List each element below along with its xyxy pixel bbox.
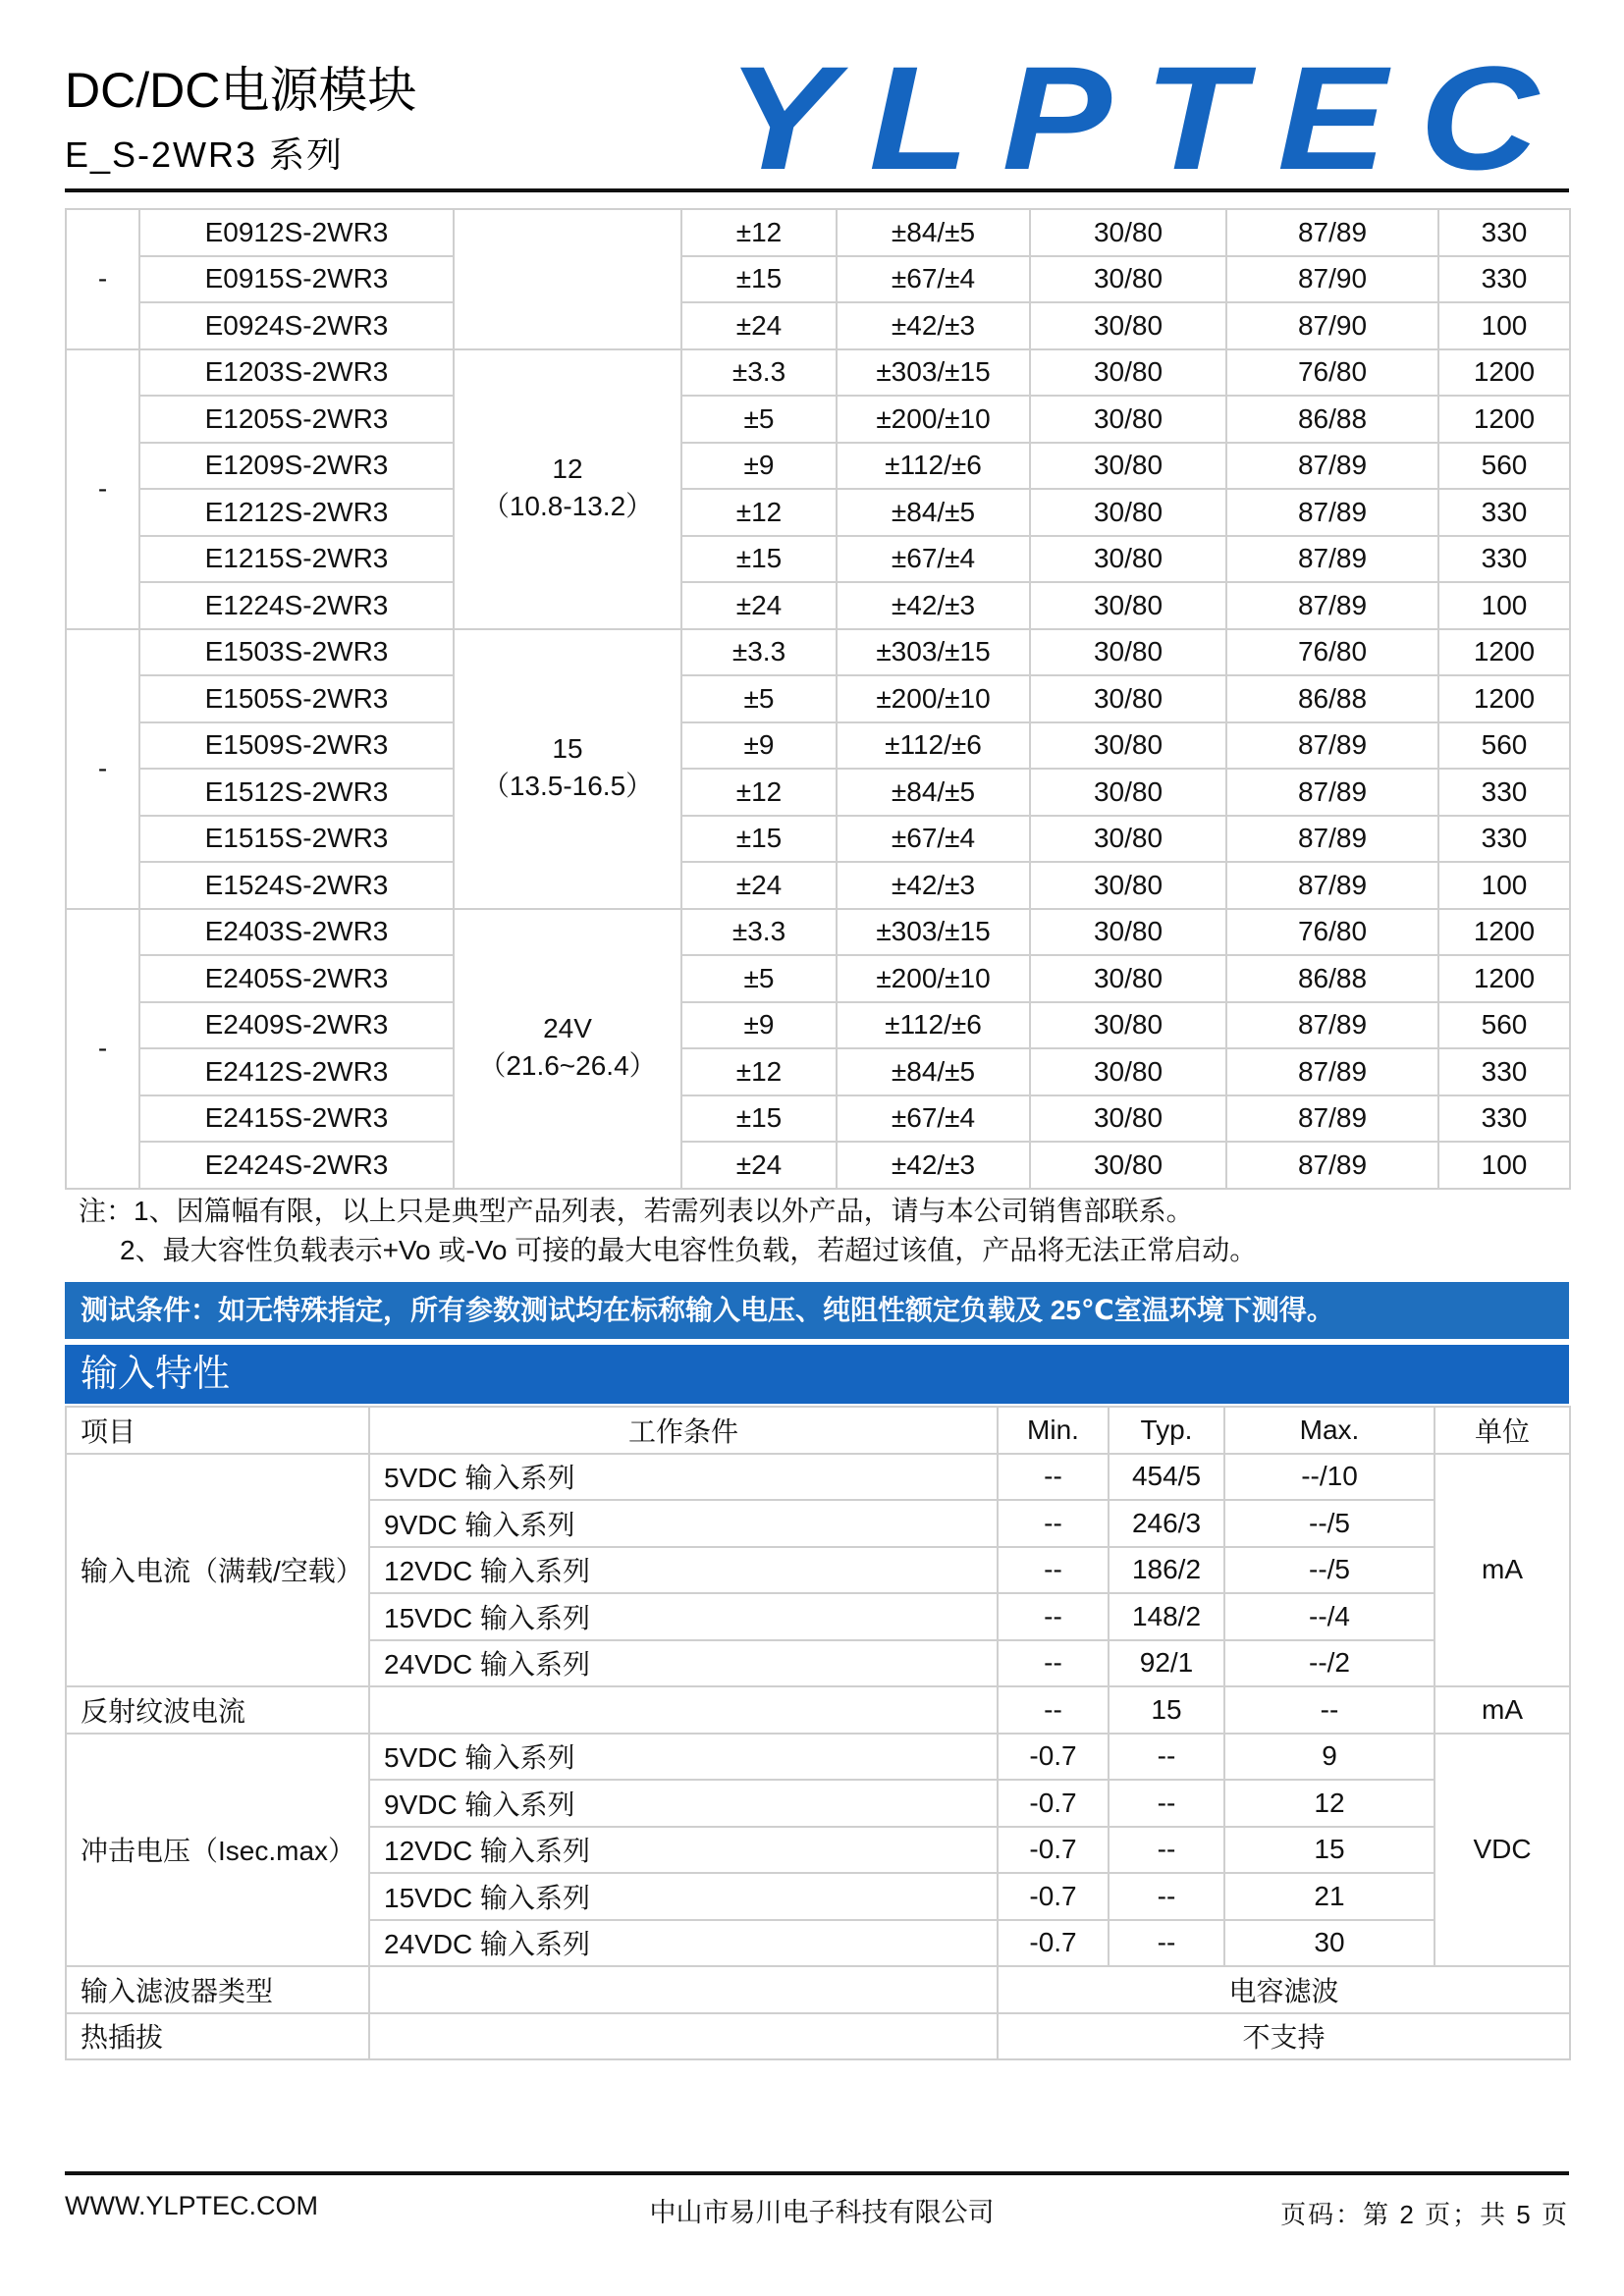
product-row [66,1095,1570,1143]
product-row [66,909,1570,956]
output-voltage-cell: ±24 [681,1142,837,1189]
output-voltage-cell: ±9 [681,722,837,770]
efficiency-cell: 87/89 [1226,582,1438,629]
product-row [66,396,1570,443]
output-current-cell: ±42/±3 [837,582,1030,629]
max-capacitive-load-cell: 100 [1438,862,1570,909]
max-capacitive-load-cell: 560 [1438,1002,1570,1049]
input-table-header-row [66,1407,1570,1454]
max-cell: -- [1224,1686,1435,1734]
model-cell: E0915S-2WR3 [139,256,454,303]
header-condition: 工作条件 [369,1407,998,1454]
ripple-cell: 30/80 [1030,629,1226,676]
filter-type-value: 电容滤波 [998,1966,1570,2013]
max-cell: --/5 [1224,1547,1435,1594]
efficiency-cell: 87/90 [1226,256,1438,303]
output-current-cell: ±112/±6 [837,1002,1030,1049]
product-row [66,862,1570,909]
product-row [66,1002,1570,1049]
output-current-cell: ±112/±6 [837,443,1030,490]
ripple-cell: 30/80 [1030,396,1226,443]
ripple-cell: 30/80 [1030,1002,1226,1049]
efficiency-cell: 86/88 [1226,675,1438,722]
output-voltage-cell: ±5 [681,955,837,1002]
output-current-cell: ±84/±5 [837,209,1030,256]
output-voltage-cell: ±12 [681,1048,837,1095]
output-voltage-cell: ±9 [681,443,837,490]
max-capacitive-load-cell: 330 [1438,1095,1570,1143]
max-capacitive-load-cell: 1200 [1438,396,1570,443]
output-voltage-cell: ±24 [681,862,837,909]
output-current-cell: ±303/±15 [837,909,1030,956]
filter-type-label: 输入滤波器类型 [66,1966,369,2013]
min-cell: -0.7 [998,1734,1109,1781]
max-capacitive-load-cell: 1200 [1438,909,1570,956]
input-voltage-range: （13.5-16.5） [481,771,654,801]
efficiency-cell: 87/89 [1226,722,1438,770]
output-voltage-cell: ±24 [681,302,837,349]
ripple-cell: 30/80 [1030,209,1226,256]
model-cell: E0912S-2WR3 [139,209,454,256]
ripple-cell: 30/80 [1030,909,1226,956]
output-voltage-cell: ±15 [681,256,837,303]
ripple-cell: 30/80 [1030,302,1226,349]
condition-cell [369,1686,998,1734]
max-capacitive-load-cell: 330 [1438,536,1570,583]
output-current-cell: ±42/±3 [837,302,1030,349]
ripple-cell: 30/80 [1030,955,1226,1002]
input-current-label: 输入电流（满载/空载） [66,1454,369,1687]
ripple-current-label: 反射纹波电流 [66,1686,369,1734]
efficiency-cell: 87/89 [1226,1048,1438,1095]
surge-voltage-row [66,1734,1570,1781]
series-subtitle: E_S-2WR3 系列 [65,134,345,175]
efficiency-cell: 86/88 [1226,396,1438,443]
efficiency-cell: 87/89 [1226,1095,1438,1143]
input-current-row [66,1454,1570,1501]
condition-cell: 15VDC 输入系列 [369,1593,998,1640]
model-cell: E1515S-2WR3 [139,816,454,863]
input-voltage-range: （21.6~26.4） [478,1050,657,1081]
ripple-cell: 30/80 [1030,1142,1226,1189]
output-voltage-cell: ±9 [681,1002,837,1049]
ripple-cell: 30/80 [1030,675,1226,722]
product-row [66,349,1570,397]
model-cell: E1505S-2WR3 [139,675,454,722]
min-cell: -- [998,1547,1109,1594]
efficiency-cell: 87/89 [1226,489,1438,536]
footer-company: 中山市易川电子科技有限公司 [649,2198,995,2227]
output-voltage-cell: ±3.3 [681,349,837,397]
efficiency-cell: 87/89 [1226,1002,1438,1049]
nominal-input-voltage: 12 [552,454,583,484]
footer-rule [65,2171,1569,2175]
filter-type-row [66,1966,1570,2013]
min-cell: -0.7 [998,1827,1109,1874]
max-capacitive-load-cell: 330 [1438,256,1570,303]
output-current-cell: ±67/±4 [837,256,1030,303]
output-current-cell: ±67/±4 [837,536,1030,583]
max-capacitive-load-cell: 330 [1438,816,1570,863]
header-item: 项目 [66,1407,369,1454]
test-conditions-bar: 测试条件：如无特殊指定，所有参数测试均在标称输入电压、纯阻性额定负载及 25℃室温环境下测得。 [65,1282,1569,1339]
output-current-cell: ±200/±10 [837,675,1030,722]
document-title: DC/DC电源模块 [65,63,417,118]
product-row [66,536,1570,583]
max-cell: 30 [1224,1920,1435,1967]
typ-cell: -- [1109,1920,1224,1967]
typ-cell: -- [1109,1873,1224,1920]
model-cell: E1203S-2WR3 [139,349,454,397]
efficiency-cell: 87/89 [1226,862,1438,909]
typ-cell: -- [1109,1780,1224,1827]
condition-cell: 9VDC 输入系列 [369,1780,998,1827]
efficiency-cell: 86/88 [1226,955,1438,1002]
footer-page-number: 页码：第 2 页；共 5 页 [1280,2200,1569,2229]
condition-cell: 5VDC 输入系列 [369,1454,998,1501]
output-current-cell: ±200/±10 [837,955,1030,1002]
product-row [66,1142,1570,1189]
efficiency-cell: 87/89 [1226,536,1438,583]
max-capacitive-load-cell: 1200 [1438,349,1570,397]
ripple-cell: 30/80 [1030,1048,1226,1095]
product-row [66,1048,1570,1095]
product-row [66,722,1570,770]
output-current-cell: ±84/±5 [837,1048,1030,1095]
product-row [66,209,1570,256]
efficiency-cell: 87/89 [1226,769,1438,816]
condition-cell: 12VDC 输入系列 [369,1547,998,1594]
typ-cell: 246/3 [1109,1500,1224,1547]
model-cell: E1503S-2WR3 [139,629,454,676]
product-row [66,629,1570,676]
hot-plug-label: 热插拔 [66,2013,369,2060]
efficiency-cell: 76/80 [1226,349,1438,397]
nominal-input-voltage: 24V [543,1013,592,1043]
header-typ: Typ. [1109,1407,1224,1454]
ripple-cell: 30/80 [1030,582,1226,629]
model-cell: E1509S-2WR3 [139,722,454,770]
condition-cell [369,1966,998,2013]
efficiency-cell: 87/89 [1226,443,1438,490]
typ-cell: -- [1109,1827,1224,1874]
max-cell: 15 [1224,1827,1435,1874]
model-cell: E2412S-2WR3 [139,1048,454,1095]
model-cell: E1212S-2WR3 [139,489,454,536]
min-cell: -- [998,1686,1109,1734]
efficiency-cell: 87/89 [1226,1142,1438,1189]
product-row [66,675,1570,722]
max-capacitive-load-cell: 560 [1438,722,1570,770]
model-cell: E1224S-2WR3 [139,582,454,629]
input-voltage-range: （10.8-13.2） [481,491,654,521]
header-min: Min. [998,1407,1109,1454]
condition-cell: 5VDC 输入系列 [369,1734,998,1781]
max-capacitive-load-cell: 1200 [1438,629,1570,676]
max-capacitive-load-cell: 100 [1438,1142,1570,1189]
model-cell: E1524S-2WR3 [139,862,454,909]
output-voltage-cell: ±5 [681,396,837,443]
ripple-cell: 30/80 [1030,536,1226,583]
model-cell: E2415S-2WR3 [139,1095,454,1143]
output-voltage-cell: ±15 [681,1095,837,1143]
efficiency-cell: 76/80 [1226,909,1438,956]
typ-cell: 15 [1109,1686,1224,1734]
surge-voltage-unit: VDC [1435,1734,1570,1967]
output-voltage-cell: ±12 [681,769,837,816]
output-current-cell: ±200/±10 [837,396,1030,443]
output-current-cell: ±84/±5 [837,489,1030,536]
efficiency-cell: 87/90 [1226,302,1438,349]
ripple-cell: 30/80 [1030,862,1226,909]
product-row [66,256,1570,303]
ripple-cell: 30/80 [1030,349,1226,397]
hot-plug-value: 不支持 [998,2013,1570,2060]
output-voltage-cell: ±3.3 [681,909,837,956]
output-current-cell: ±67/±4 [837,1095,1030,1143]
max-capacitive-load-cell: 330 [1438,1048,1570,1095]
ripple-cell: 30/80 [1030,769,1226,816]
min-cell: -- [998,1500,1109,1547]
hot-plug-row [66,2013,1570,2060]
max-capacitive-load-cell: 100 [1438,302,1570,349]
efficiency-cell: 76/80 [1226,629,1438,676]
product-table-body [66,209,1570,1189]
ripple-cell: 30/80 [1030,443,1226,490]
typ-cell: 186/2 [1109,1547,1224,1594]
max-capacitive-load-cell: 330 [1438,489,1570,536]
output-voltage-cell: ±12 [681,489,837,536]
notes [79,1192,1257,1270]
output-voltage-cell: ±15 [681,536,837,583]
max-capacitive-load-cell: 100 [1438,582,1570,629]
typ-cell: 92/1 [1109,1640,1224,1687]
product-row [66,489,1570,536]
surge-voltage-label: 冲击电压（Isec.max） [66,1734,369,1967]
nominal-input-voltage: 15 [552,733,583,764]
section-title-input-characteristics: 输入特性 [65,1345,1569,1404]
output-current-cell: ±67/±4 [837,816,1030,863]
header-unit: 单位 [1435,1407,1570,1454]
certification-cell: - [66,209,139,349]
max-cell: --/5 [1224,1500,1435,1547]
max-cell: --/4 [1224,1593,1435,1640]
certification-cell: - [66,629,139,909]
certification-cell: - [66,349,139,629]
ripple-cell: 30/80 [1030,489,1226,536]
product-row [66,302,1570,349]
condition-cell: 9VDC 输入系列 [369,1500,998,1547]
ylptec-logo [727,59,1577,175]
max-capacitive-load-cell: 330 [1438,209,1570,256]
output-current-cell: ±42/±3 [837,1142,1030,1189]
output-current-cell: ±303/±15 [837,349,1030,397]
efficiency-cell: 87/89 [1226,816,1438,863]
input-voltage-cell [454,349,681,629]
ripple-cell: 30/80 [1030,816,1226,863]
model-cell: E1215S-2WR3 [139,536,454,583]
product-row [66,443,1570,490]
max-cell: 21 [1224,1873,1435,1920]
typ-cell: 454/5 [1109,1454,1224,1501]
min-cell: -- [998,1640,1109,1687]
min-cell: -- [998,1593,1109,1640]
condition-cell [369,2013,998,2060]
efficiency-cell: 87/89 [1226,209,1438,256]
product-table [65,208,1571,1190]
input-current-unit: mA [1435,1454,1570,1687]
logo-text: YLPTEC [727,59,1571,175]
max-cell: --/10 [1224,1454,1435,1501]
output-voltage-cell: ±15 [681,816,837,863]
output-voltage-cell: ±5 [681,675,837,722]
min-cell: -0.7 [998,1780,1109,1827]
condition-cell: 15VDC 输入系列 [369,1873,998,1920]
typ-cell: 148/2 [1109,1593,1224,1640]
header-rule [65,188,1569,192]
condition-cell: 24VDC 输入系列 [369,1920,998,1967]
output-voltage-cell: ±24 [681,582,837,629]
model-cell: E2424S-2WR3 [139,1142,454,1189]
output-voltage-cell: ±12 [681,209,837,256]
footer-website: WWW.YLPTEC.COM [65,2191,318,2220]
min-cell: -- [998,1454,1109,1501]
output-voltage-cell: ±3.3 [681,629,837,676]
max-capacitive-load-cell: 560 [1438,443,1570,490]
model-cell: E2405S-2WR3 [139,955,454,1002]
condition-cell: 12VDC 输入系列 [369,1827,998,1874]
model-cell: E1205S-2WR3 [139,396,454,443]
model-cell: E2409S-2WR3 [139,1002,454,1049]
typ-cell: -- [1109,1734,1224,1781]
certification-cell: - [66,909,139,1189]
input-voltage-cell [454,629,681,909]
ripple-cell: 30/80 [1030,1095,1226,1143]
model-cell: E0924S-2WR3 [139,302,454,349]
input-voltage-cell [454,909,681,1189]
product-row [66,769,1570,816]
product-row [66,582,1570,629]
max-cell: 12 [1224,1780,1435,1827]
model-cell: E1512S-2WR3 [139,769,454,816]
product-row [66,955,1570,1002]
max-capacitive-load-cell: 330 [1438,769,1570,816]
output-current-cell: ±112/±6 [837,722,1030,770]
product-row [66,816,1570,863]
output-current-cell: ±42/±3 [837,862,1030,909]
ripple-cell: 30/80 [1030,256,1226,303]
model-cell: E1209S-2WR3 [139,443,454,490]
condition-cell: 24VDC 输入系列 [369,1640,998,1687]
note-2: 2、最大容性负载表示+Vo 或-Vo 可接的最大电容性负载，若超过该值，产品将无法正常启动。 [120,1235,1258,1265]
output-current-cell: ±84/±5 [837,769,1030,816]
ripple-cell: 30/80 [1030,722,1226,770]
header-max: Max. [1224,1407,1435,1454]
model-cell: E2403S-2WR3 [139,909,454,956]
max-cell: --/2 [1224,1640,1435,1687]
max-cell: 9 [1224,1734,1435,1781]
ripple-current-unit: mA [1435,1686,1570,1734]
input-characteristics-table [65,1406,1571,2060]
max-capacitive-load-cell: 1200 [1438,675,1570,722]
max-capacitive-load-cell: 1200 [1438,955,1570,1002]
input-voltage-cell [454,209,681,349]
min-cell: -0.7 [998,1873,1109,1920]
note-1: 注：1、因篇幅有限，以上只是典型产品列表，若需列表以外产品，请与本公司销售部联系。 [79,1196,1194,1226]
output-current-cell: ±303/±15 [837,629,1030,676]
min-cell: -0.7 [998,1920,1109,1967]
ripple-current-row [66,1686,1570,1734]
